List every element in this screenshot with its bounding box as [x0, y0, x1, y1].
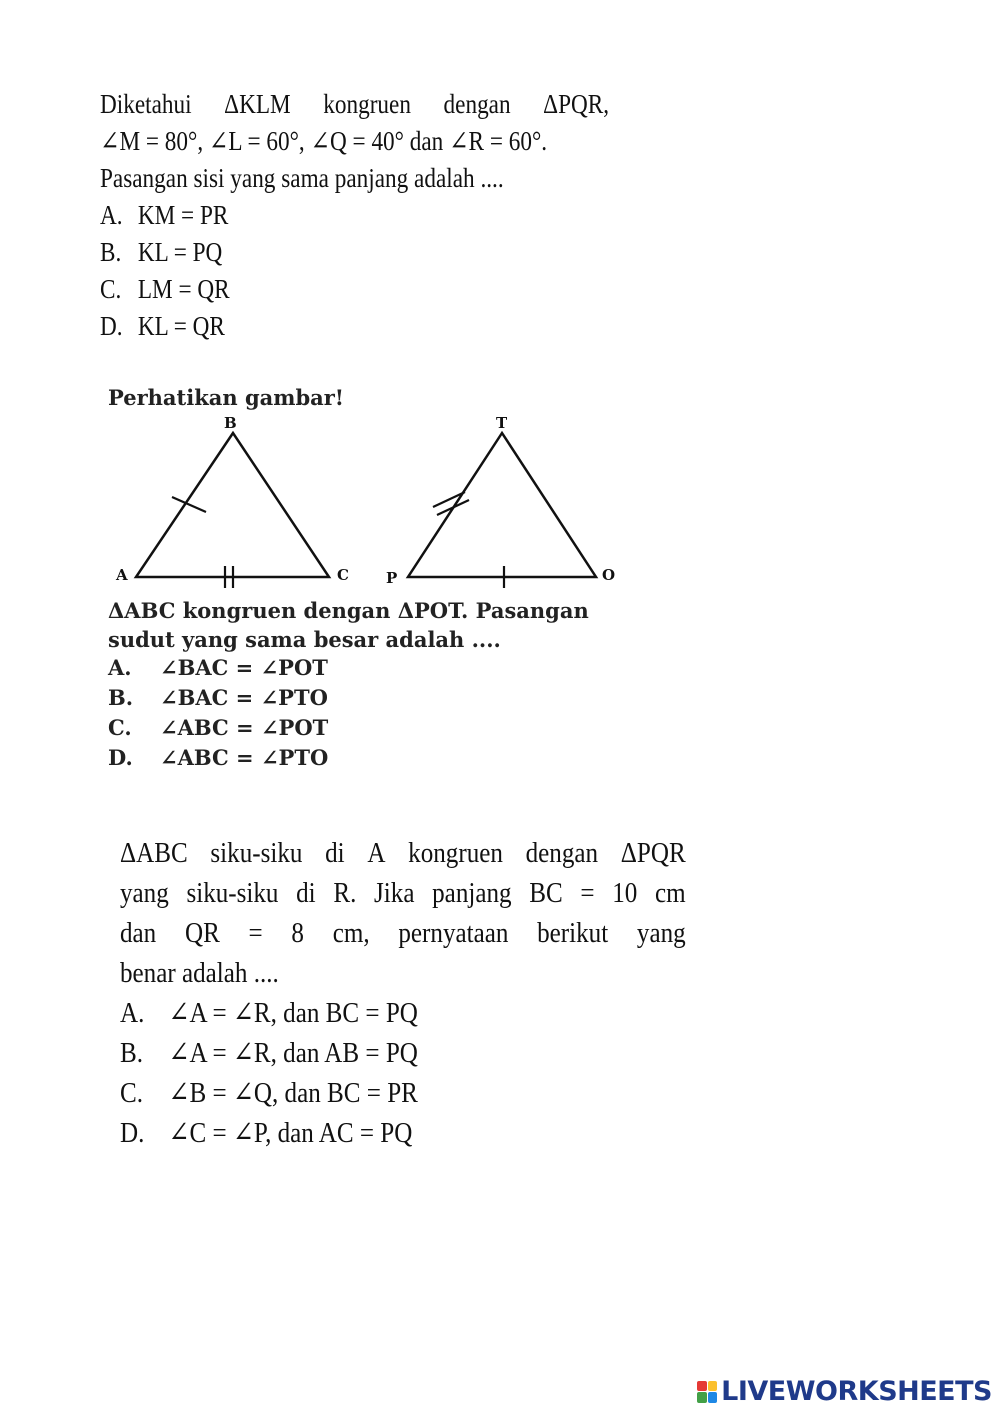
q3-word: panjang — [432, 877, 512, 909]
q3-word: QR — [184, 917, 220, 949]
option-letter: C. — [108, 715, 132, 740]
q1-line-3: Pasangan sisi yang sama panjang adalah .... — [100, 163, 504, 193]
liveworksheets-logo[interactable] — [697, 1376, 992, 1407]
option-text: KM = PR — [137, 200, 229, 230]
option-text: KL = QR — [137, 311, 225, 341]
q3-word: 10 — [612, 877, 638, 909]
q1-word: ΔKLM — [224, 89, 291, 119]
q3-word: = — [580, 877, 595, 909]
option-text: ∠B = ∠Q, dan BC = PR — [168, 1077, 418, 1109]
q1-option-b[interactable] — [100, 234, 539, 271]
q2-option-a[interactable] — [108, 653, 328, 683]
option-letter: A. — [120, 997, 145, 1029]
q3-word: BC — [529, 877, 563, 909]
vertex-label-c: C — [337, 566, 349, 584]
option-letter: C. — [120, 1077, 144, 1109]
q1-word: kongruen — [323, 89, 411, 119]
vertex-label-a: A — [116, 566, 128, 584]
option-letter: D. — [120, 1117, 145, 1149]
logo-square — [697, 1381, 707, 1392]
option-letter: D. — [108, 745, 133, 770]
q2-option-c[interactable] — [108, 713, 328, 743]
brand-name: LIVEWORKSHEETS — [721, 1376, 992, 1407]
triangles-figure — [108, 385, 668, 595]
vertex-label-t: T — [496, 414, 508, 432]
vertex-label-p: P — [386, 569, 398, 587]
q1-option-d[interactable] — [100, 308, 539, 345]
q2-option-b[interactable] — [108, 683, 328, 713]
q3-word: dengan — [525, 837, 599, 869]
q2-options — [108, 653, 328, 773]
triangle-abc-outline — [136, 433, 329, 577]
q1-word: dengan — [443, 89, 511, 119]
logo-square — [697, 1392, 707, 1403]
q3-word: cm — [655, 877, 686, 909]
option-letter: B. — [120, 1037, 144, 1069]
option-text: ∠BAC = ∠PTO — [160, 685, 328, 710]
q3-word: berikut — [537, 917, 609, 949]
option-text: ∠ABC = ∠PTO — [160, 745, 329, 770]
question-3 — [120, 833, 686, 1153]
question-1 — [100, 86, 610, 345]
q3-line-2 — [120, 873, 686, 913]
q3-word: dan — [120, 917, 157, 949]
q1-word: Diketahui — [100, 89, 192, 119]
vertex-label-o: O — [602, 566, 616, 584]
q3-word: ΔABC — [120, 837, 188, 869]
vertex-label-b: B — [224, 414, 237, 432]
option-letter: B. — [100, 237, 122, 267]
q3-word: 8 — [291, 917, 304, 949]
q3-word: siku-siku — [210, 837, 303, 869]
q3-option-a[interactable] — [120, 993, 686, 1033]
q1-option-c[interactable] — [100, 271, 539, 308]
q3-word: di — [296, 877, 316, 909]
option-text: LM = QR — [137, 274, 230, 304]
q3-word: ΔPQR — [620, 837, 686, 869]
option-text: ∠BAC = ∠POT — [160, 655, 328, 680]
q3-word: R. — [333, 877, 357, 909]
triangle-abc — [115, 414, 349, 588]
option-text: ∠A = ∠R, dan AB = PQ — [168, 1037, 418, 1069]
option-letter: B. — [108, 685, 134, 710]
q2-stem-line-2: sudut yang sama besar adalah .... — [108, 627, 501, 652]
q3-word: yang — [120, 877, 169, 909]
q1-line-1 — [100, 86, 609, 123]
logo-square — [708, 1381, 718, 1392]
option-text: ∠C = ∠P, dan AC = PQ — [168, 1117, 413, 1149]
q3-word: Jika — [374, 877, 415, 909]
q3-word: = — [248, 917, 263, 949]
q1-line-2: ∠M = 80°, ∠L = 60°, ∠Q = 40° dan ∠R = 60°. — [100, 126, 548, 156]
q3-word: pernyataan — [398, 917, 509, 949]
q2-stem-line-1: ΔABC kongruen dengan ΔPOT. Pasangan — [108, 598, 589, 623]
q2-stem — [108, 596, 668, 654]
q3-option-b[interactable] — [120, 1033, 686, 1073]
q3-word: yang — [636, 917, 686, 949]
option-letter: D. — [100, 311, 123, 341]
option-letter: A. — [108, 655, 132, 680]
option-letter: A. — [100, 200, 123, 230]
q3-option-d[interactable] — [120, 1113, 686, 1153]
option-text: ∠ABC = ∠POT — [160, 715, 329, 740]
option-text: KL = PQ — [137, 237, 223, 267]
q2-option-d[interactable] — [108, 743, 328, 773]
q2-heading: Perhatikan gambar! — [108, 385, 345, 410]
q1-option-a[interactable] — [100, 197, 539, 234]
q3-word: kongruen — [408, 837, 503, 869]
q3-option-c[interactable] — [120, 1073, 686, 1113]
logo-squares-icon — [697, 1381, 717, 1403]
option-letter: C. — [100, 274, 122, 304]
q3-word: cm, — [332, 917, 370, 949]
q3-line-1 — [120, 833, 686, 873]
q3-line-3 — [120, 913, 686, 953]
triangle-pot — [386, 414, 615, 588]
q3-line-4: benar adalah .... — [120, 957, 279, 989]
logo-square — [708, 1392, 718, 1403]
option-text: ∠A = ∠R, dan BC = PQ — [168, 997, 418, 1029]
q3-word: siku-siku — [186, 877, 279, 909]
q3-word: A — [367, 837, 386, 869]
q3-word: di — [325, 837, 345, 869]
q1-word: ΔPQR, — [543, 89, 610, 119]
